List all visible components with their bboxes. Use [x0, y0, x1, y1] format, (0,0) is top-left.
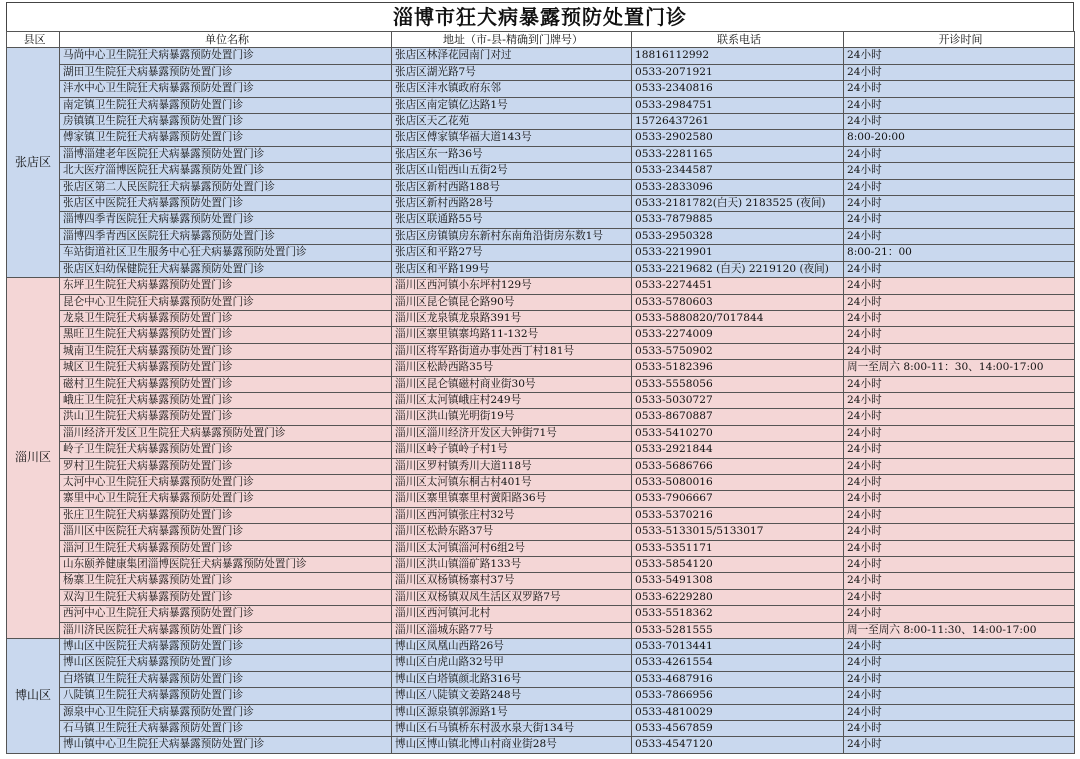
address-cell: 张店区沣水镇政府东邻	[392, 81, 632, 97]
hours-cell: 24小时	[844, 343, 1075, 359]
header-unit-name: 单位名称	[60, 32, 392, 48]
phone-cell: 0533-2344587	[632, 163, 844, 179]
hours-cell: 24小时	[844, 442, 1075, 458]
hours-cell: 周一至周六 8:00-11：30、14:00-17:00	[844, 360, 1075, 376]
table-row	[7, 294, 1075, 310]
header-address: 地址（市-县-精确到门牌号）	[392, 32, 632, 48]
hours-cell: 24小时	[844, 310, 1075, 326]
hours-cell: 24小时	[844, 540, 1075, 556]
phone-cell: 0533-2274009	[632, 327, 844, 343]
phone-cell: 0533-5351171	[632, 540, 844, 556]
unit-name-cell: 岭子卫生院狂犬病暴露预防处置门诊	[60, 442, 392, 458]
phone-cell: 0533-5880820/7017844	[632, 310, 844, 326]
hours-cell: 24小时	[844, 639, 1075, 655]
unit-name-cell: 黑旺卫生院狂犬病暴露预防处置门诊	[60, 327, 392, 343]
hours-cell: 周一至周六 8:00-11:30、14:00-17:00	[844, 622, 1075, 638]
table-row	[7, 639, 1075, 655]
table-row	[7, 360, 1075, 376]
unit-name-cell: 城南卫生院狂犬病暴露预防处置门诊	[60, 343, 392, 359]
unit-name-cell: 博山镇中心卫生院狂犬病暴露预防处置门诊	[60, 737, 392, 753]
address-cell: 淄川区双杨镇双凤生活区双罗路7号	[392, 589, 632, 605]
table-row	[7, 622, 1075, 638]
unit-name-cell: 张庄卫生院狂犬病暴露预防处置门诊	[60, 507, 392, 523]
phone-cell: 15726437261	[632, 114, 844, 130]
phone-cell: 0533-7879885	[632, 212, 844, 228]
unit-name-cell: 洪山卫生院狂犬病暴露预防处置门诊	[60, 409, 392, 425]
hours-cell: 24小时	[844, 294, 1075, 310]
hours-cell: 24小时	[844, 146, 1075, 162]
hours-cell: 24小时	[844, 97, 1075, 113]
header-county: 县区	[7, 32, 60, 48]
address-cell: 淄川区松龄东路37号	[392, 524, 632, 540]
hours-cell: 24小时	[844, 278, 1075, 294]
table-row	[7, 540, 1075, 556]
address-cell: 张店区山铝西山五街2号	[392, 163, 632, 179]
table-row	[7, 557, 1075, 573]
unit-name-cell: 沣水中心卫生院狂犬病暴露预防处置门诊	[60, 81, 392, 97]
phone-cell: 0533-2921844	[632, 442, 844, 458]
unit-name-cell: 八陡镇卫生院狂犬病暴露预防处置门诊	[60, 688, 392, 704]
table-row	[7, 671, 1075, 687]
table-row	[7, 688, 1075, 704]
table-row	[7, 114, 1075, 130]
unit-name-cell: 车站街道社区卫生服务中心狂犬病暴露预防处置门诊	[60, 245, 392, 261]
address-cell: 博山区白塔镇颜北路316号	[392, 671, 632, 687]
table-row	[7, 573, 1075, 589]
hours-cell: 24小时	[844, 655, 1075, 671]
phone-cell: 0533-4261554	[632, 655, 844, 671]
phone-cell: 0533-2833096	[632, 179, 844, 195]
hours-cell: 24小时	[844, 491, 1075, 507]
unit-name-cell: 昆仑中心卫生院狂犬病暴露预防处置门诊	[60, 294, 392, 310]
table-row	[7, 458, 1075, 474]
address-cell: 张店区和平路27号	[392, 245, 632, 261]
unit-name-cell: 傅家镇卫生院狂犬病暴露预防处置门诊	[60, 130, 392, 146]
address-cell: 淄川区昆仑镇磁村商业街30号	[392, 376, 632, 392]
unit-name-cell: 源泉中心卫生院狂犬病暴露预防处置门诊	[60, 704, 392, 720]
unit-name-cell: 南定镇卫生院狂犬病暴露预防处置门诊	[60, 97, 392, 113]
phone-cell: 0533-5410270	[632, 425, 844, 441]
table-row	[7, 392, 1075, 408]
table-row	[7, 442, 1075, 458]
address-cell: 张店区新村西路188号	[392, 179, 632, 195]
address-cell: 张店区新村西路28号	[392, 196, 632, 212]
unit-name-cell: 淄川济民医院狂犬病暴露预防处置门诊	[60, 622, 392, 638]
table-row	[7, 409, 1075, 425]
table-row	[7, 606, 1075, 622]
table-row	[7, 491, 1075, 507]
unit-name-cell: 淄博淄建老年医院狂犬病暴露预防处置门诊	[60, 146, 392, 162]
unit-name-cell: 峨庄卫生院狂犬病暴露预防处置门诊	[60, 392, 392, 408]
phone-cell: 0533-2902580	[632, 130, 844, 146]
hours-cell: 24小时	[844, 163, 1075, 179]
phone-cell: 0533-6229280	[632, 589, 844, 605]
address-cell: 淄川区西河镇河北村	[392, 606, 632, 622]
clinic-table	[6, 31, 1075, 754]
hours-cell: 24小时	[844, 114, 1075, 130]
table-row	[7, 737, 1075, 753]
hours-cell: 24小时	[844, 573, 1075, 589]
header-phone: 联系电话	[632, 32, 844, 48]
unit-name-cell: 白塔镇卫生院狂犬病暴露预防处置门诊	[60, 671, 392, 687]
phone-cell: 0533-5558056	[632, 376, 844, 392]
address-cell: 淄川区淄城东路77号	[392, 622, 632, 638]
table-row	[7, 655, 1075, 671]
phone-cell: 0533-2181782(白天) 2183525 (夜间)	[632, 196, 844, 212]
unit-name-cell: 东坪卫生院狂犬病暴露预防处置门诊	[60, 278, 392, 294]
phone-cell: 0533-4547120	[632, 737, 844, 753]
unit-name-cell: 杨寨卫生院狂犬病暴露预防处置门诊	[60, 573, 392, 589]
unit-name-cell: 城区卫生院狂犬病暴露预防处置门诊	[60, 360, 392, 376]
hours-cell: 24小时	[844, 392, 1075, 408]
address-cell: 淄川区淄川经济开发区大钟街71号	[392, 425, 632, 441]
address-cell: 淄川区昆仑镇昆仑路90号	[392, 294, 632, 310]
sheet-title: 淄博市狂犬病暴露预防处置门诊	[6, 2, 1074, 31]
county-cell: 淄川区	[7, 278, 60, 639]
unit-name-cell: 房镇镇卫生院狂犬病暴露预防处置门诊	[60, 114, 392, 130]
address-cell: 张店区湖光路7号	[392, 64, 632, 80]
table-row	[7, 81, 1075, 97]
phone-cell: 0533-7906667	[632, 491, 844, 507]
table-row	[7, 278, 1075, 294]
unit-name-cell: 北大医疗淄博医院狂犬病暴露预防处置门诊	[60, 163, 392, 179]
address-cell: 淄川区洪山镇淄矿路133号	[392, 557, 632, 573]
hours-cell: 24小时	[844, 688, 1075, 704]
address-cell: 淄川区太河镇峨庄村249号	[392, 392, 632, 408]
unit-name-cell: 张店区第二人民医院狂犬病暴露预防处置门诊	[60, 179, 392, 195]
county-cell: 博山区	[7, 639, 60, 754]
phone-cell: 0533-5030727	[632, 392, 844, 408]
hours-cell: 24小时	[844, 81, 1075, 97]
address-cell: 淄川区罗村镇秀川大道118号	[392, 458, 632, 474]
hours-cell: 24小时	[844, 48, 1075, 64]
unit-name-cell: 西河中心卫生院狂犬病暴露预防处置门诊	[60, 606, 392, 622]
table-row	[7, 589, 1075, 605]
unit-name-cell: 罗村卫生院狂犬病暴露预防处置门诊	[60, 458, 392, 474]
unit-name-cell: 博山区医院狂犬病暴露预防处置门诊	[60, 655, 392, 671]
unit-name-cell: 磁村卫生院狂犬病暴露预防处置门诊	[60, 376, 392, 392]
table-row	[7, 376, 1075, 392]
phone-cell: 0533-5780603	[632, 294, 844, 310]
hours-cell: 24小时	[844, 474, 1075, 490]
unit-name-cell: 张店区中医院狂犬病暴露预防处置门诊	[60, 196, 392, 212]
phone-cell: 0533-2071921	[632, 64, 844, 80]
table-row	[7, 48, 1075, 64]
hours-cell: 24小时	[844, 737, 1075, 753]
address-cell: 淄川区松龄西路35号	[392, 360, 632, 376]
address-cell: 张店区房镇镇房东新村东南角沿街房东数1号	[392, 228, 632, 244]
table-row	[7, 425, 1075, 441]
phone-cell: 0533-5281555	[632, 622, 844, 638]
table-row	[7, 310, 1075, 326]
hours-cell: 24小时	[844, 261, 1075, 277]
table-row	[7, 474, 1075, 490]
unit-name-cell: 寨里中心卫生院狂犬病暴露预防处置门诊	[60, 491, 392, 507]
unit-name-cell: 马尚中心卫生院狂犬病暴露预防处置门诊	[60, 48, 392, 64]
table-row	[7, 327, 1075, 343]
phone-cell: 0533-5518362	[632, 606, 844, 622]
hours-cell: 8:00-21：00	[844, 245, 1075, 261]
table-row	[7, 245, 1075, 261]
unit-name-cell: 太河中心卫生院狂犬病暴露预防处置门诊	[60, 474, 392, 490]
hours-cell: 24小时	[844, 606, 1075, 622]
unit-name-cell: 张店区妇幼保健院狂犬病暴露预防处置门诊	[60, 261, 392, 277]
unit-name-cell: 博山区中医院狂犬病暴露预防处置门诊	[60, 639, 392, 655]
phone-cell: 0533-5133015/5133017	[632, 524, 844, 540]
unit-name-cell: 淄河卫生院狂犬病暴露预防处置门诊	[60, 540, 392, 556]
phone-cell: 0533-5750902	[632, 343, 844, 359]
phone-cell: 0533-2950328	[632, 228, 844, 244]
address-cell: 博山区源泉镇郭源路1号	[392, 704, 632, 720]
unit-name-cell: 淄川区中医院狂犬病暴露预防处置门诊	[60, 524, 392, 540]
table-row	[7, 343, 1075, 359]
address-cell: 张店区林泽花园南门对过	[392, 48, 632, 64]
hours-cell: 24小时	[844, 458, 1075, 474]
phone-cell: 0533-5080016	[632, 474, 844, 490]
hours-cell: 24小时	[844, 671, 1075, 687]
unit-name-cell: 淄川经济开发区卫生院狂犬病暴露预防处置门诊	[60, 425, 392, 441]
hours-cell: 24小时	[844, 589, 1075, 605]
phone-cell: 0533-2274451	[632, 278, 844, 294]
table-row	[7, 261, 1075, 277]
address-cell: 淄川区寨里镇寨坞路11-132号	[392, 327, 632, 343]
unit-name-cell: 龙泉卫生院狂犬病暴露预防处置门诊	[60, 310, 392, 326]
hours-cell: 24小时	[844, 376, 1075, 392]
table-row	[7, 163, 1075, 179]
hours-cell: 24小时	[844, 228, 1075, 244]
address-cell: 淄川区寨里镇寨里村黉阳路36号	[392, 491, 632, 507]
address-cell: 张店区东一路36号	[392, 146, 632, 162]
address-cell: 淄川区太河镇东桐古村401号	[392, 474, 632, 490]
address-cell: 张店区傅家镇华福大道143号	[392, 130, 632, 146]
address-cell: 博山区石马镇桥东村汲水泉大街134号	[392, 721, 632, 737]
clinic-table-body	[7, 48, 1075, 753]
unit-name-cell: 淄博四季青西区医院狂犬病暴露预防处置门诊	[60, 228, 392, 244]
table-row	[7, 524, 1075, 540]
unit-name-cell: 湖田卫生院狂犬病暴露预防处置门诊	[60, 64, 392, 80]
address-cell: 张店区天乙花苑	[392, 114, 632, 130]
phone-cell: 0533-4567859	[632, 721, 844, 737]
address-cell: 淄川区洪山镇光明街19号	[392, 409, 632, 425]
header-hours: 开诊时间	[844, 32, 1075, 48]
address-cell: 淄川区西河镇张庄村32号	[392, 507, 632, 523]
table-row	[7, 212, 1075, 228]
phone-cell: 0533-5854120	[632, 557, 844, 573]
table-row	[7, 97, 1075, 113]
address-cell: 张店区南定镇亿达路1号	[392, 97, 632, 113]
unit-name-cell: 淄博四季青医院狂犬病暴露预防处置门诊	[60, 212, 392, 228]
hours-cell: 24小时	[844, 327, 1075, 343]
address-cell: 淄川区双杨镇杨寨村37号	[392, 573, 632, 589]
phone-cell: 0533-7013441	[632, 639, 844, 655]
phone-cell: 0533-5370216	[632, 507, 844, 523]
table-row	[7, 146, 1075, 162]
address-cell: 张店区和平路199号	[392, 261, 632, 277]
hours-cell: 24小时	[844, 196, 1075, 212]
unit-name-cell: 山东颐养健康集团淄博医院狂犬病暴露预防处置门诊	[60, 557, 392, 573]
address-cell: 淄川区龙泉镇龙泉路391号	[392, 310, 632, 326]
document-sheet	[6, 2, 1074, 754]
phone-cell: 0533-5491308	[632, 573, 844, 589]
table-row	[7, 196, 1075, 212]
phone-cell: 18816112992	[632, 48, 844, 64]
hours-cell: 24小时	[844, 425, 1075, 441]
hours-cell: 24小时	[844, 704, 1075, 720]
address-cell: 博山区凤凰山西路26号	[392, 639, 632, 655]
table-row	[7, 507, 1075, 523]
address-cell: 博山区白虎山路32号甲	[392, 655, 632, 671]
address-cell: 淄川区太河镇淄河村6组2号	[392, 540, 632, 556]
table-row	[7, 64, 1075, 80]
address-cell: 淄川区将军路街道办事处西丁村181号	[392, 343, 632, 359]
table-row	[7, 721, 1075, 737]
county-cell: 张店区	[7, 48, 60, 278]
table-row	[7, 704, 1075, 720]
hours-cell: 24小时	[844, 409, 1075, 425]
phone-cell: 0533-8670887	[632, 409, 844, 425]
hours-cell: 24小时	[844, 212, 1075, 228]
phone-cell: 0533-5686766	[632, 458, 844, 474]
phone-cell: 0533-2984751	[632, 97, 844, 113]
phone-cell: 0533-5182396	[632, 360, 844, 376]
address-cell: 淄川区西河镇小东坪村129号	[392, 278, 632, 294]
unit-name-cell: 石马镇卫生院狂犬病暴露预防处置门诊	[60, 721, 392, 737]
hours-cell: 24小时	[844, 524, 1075, 540]
phone-cell: 0533-2219682 (白天) 2219120 (夜间)	[632, 261, 844, 277]
address-cell: 淄川区岭子镇岭子村1号	[392, 442, 632, 458]
table-row	[7, 130, 1075, 146]
table-row	[7, 228, 1075, 244]
hours-cell: 24小时	[844, 64, 1075, 80]
address-cell: 博山区博山镇北博山村商业街28号	[392, 737, 632, 753]
hours-cell: 24小时	[844, 557, 1075, 573]
hours-cell: 24小时	[844, 179, 1075, 195]
hours-cell: 24小时	[844, 507, 1075, 523]
phone-cell: 0533-7866956	[632, 688, 844, 704]
phone-cell: 0533-2281165	[632, 146, 844, 162]
address-cell: 张店区联通路55号	[392, 212, 632, 228]
table-row	[7, 179, 1075, 195]
hours-cell: 24小时	[844, 721, 1075, 737]
phone-cell: 0533-4687916	[632, 671, 844, 687]
phone-cell: 0533-4810029	[632, 704, 844, 720]
hours-cell: 8:00-20:00	[844, 130, 1075, 146]
header-row	[7, 32, 1075, 48]
address-cell: 博山区八陡镇文姜路248号	[392, 688, 632, 704]
phone-cell: 0533-2340816	[632, 81, 844, 97]
phone-cell: 0533-2219901	[632, 245, 844, 261]
unit-name-cell: 双沟卫生院狂犬病暴露预防处置门诊	[60, 589, 392, 605]
